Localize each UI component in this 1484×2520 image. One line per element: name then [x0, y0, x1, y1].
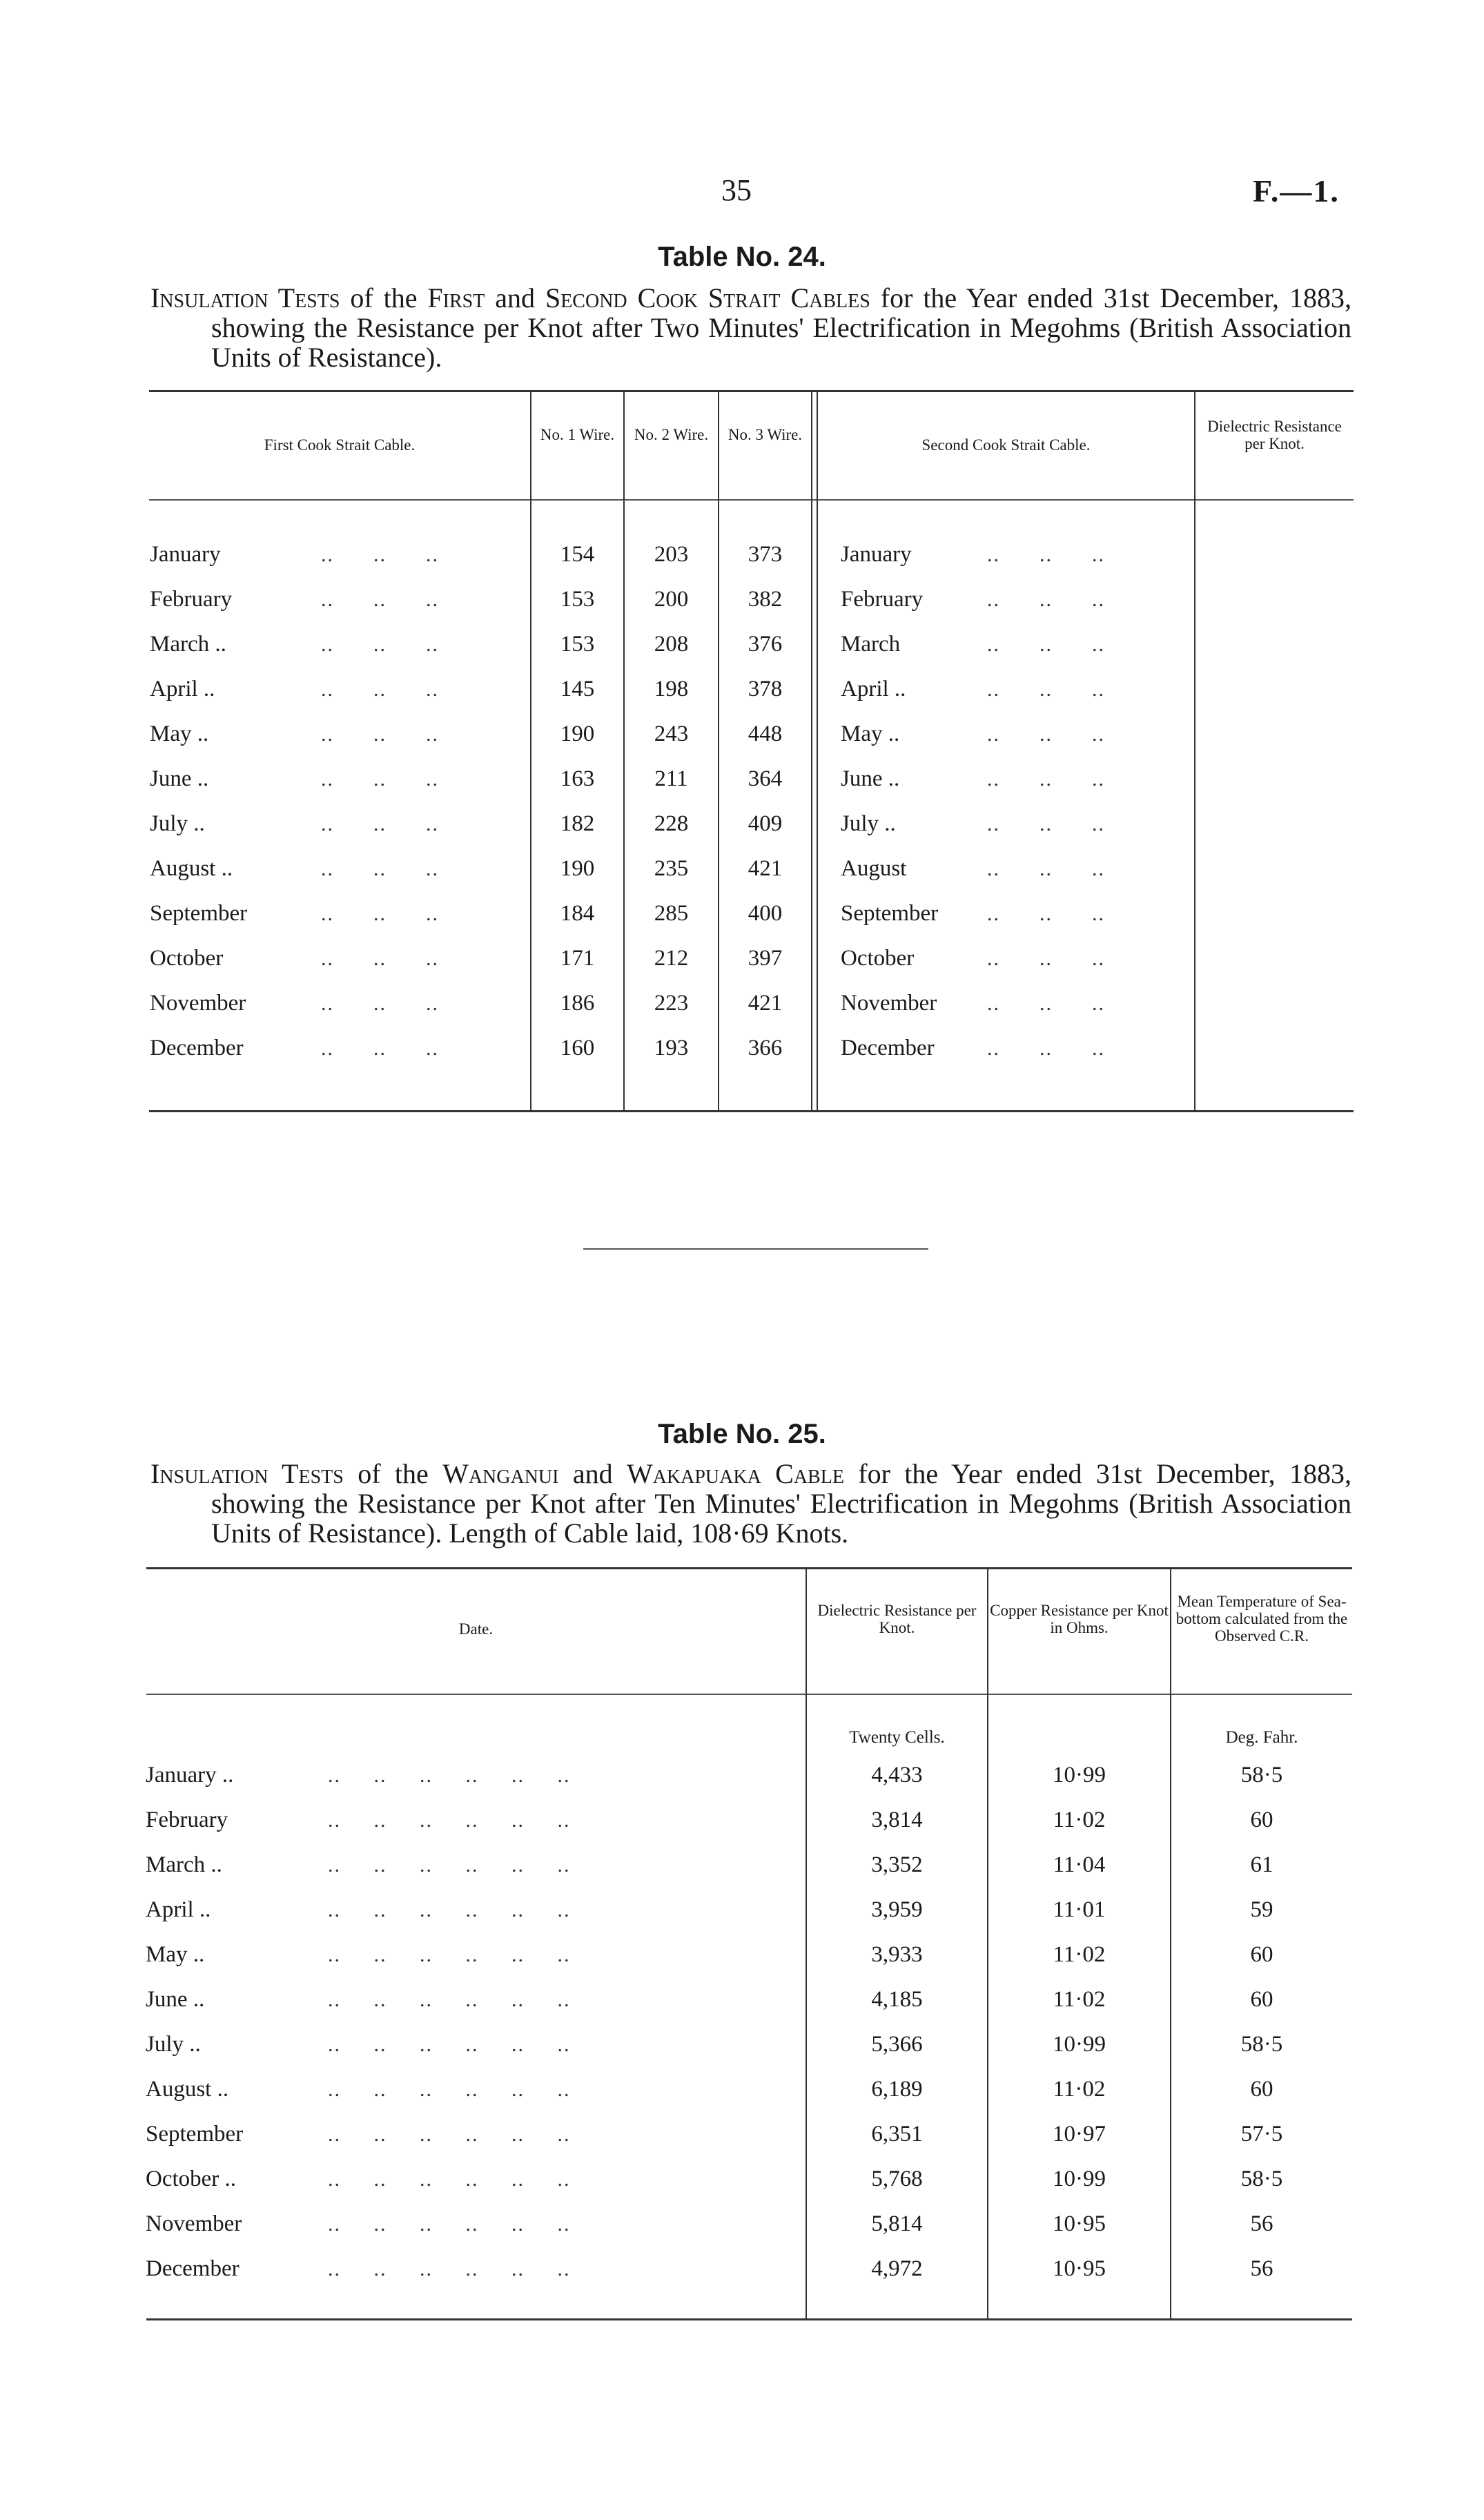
- table-bottom-rule: [146, 2318, 1352, 2320]
- leader-dots: .. .. .. .. .. ..: [328, 1899, 571, 1921]
- caption-smallcaps: Wanganui: [442, 1458, 559, 1489]
- wire-2-value: 243: [654, 721, 689, 746]
- wire-3-value: 373: [748, 542, 783, 567]
- wire-2-value: 198: [654, 677, 689, 701]
- wire-1-value: 153: [560, 587, 595, 612]
- mean-temperature-value: 60: [1250, 1942, 1273, 1967]
- dielectric-value: 3,352: [871, 1852, 923, 1877]
- header-wire-2: No. 2 Wire.: [634, 426, 709, 443]
- dielectric-value: 4,185: [871, 1987, 923, 2012]
- month-label: October: [150, 946, 224, 971]
- month-label: September: [150, 901, 248, 926]
- document-reference: F.—1.: [1253, 173, 1340, 209]
- column-divider: [817, 391, 818, 1110]
- section-separator: [583, 1248, 928, 1250]
- caption-text: of the: [340, 282, 428, 313]
- header-copper-resistance: Copper Resistance per Knot in Ohms.: [990, 1602, 1169, 1636]
- leader-dots: .. .. ..: [321, 947, 439, 970]
- leader-dots: .. .. ..: [987, 1037, 1105, 1060]
- wire-3-value: 378: [748, 677, 783, 701]
- dielectric-value: 6,189: [871, 2077, 923, 2102]
- header-date: Date.: [458, 1620, 494, 1638]
- leader-dots: .. .. ..: [987, 633, 1105, 656]
- leader-dots: .. .. .. .. .. ..: [328, 2213, 571, 2236]
- leader-dots: .. .. ..: [321, 1037, 439, 1060]
- unit-twenty-cells: Twenty Cells.: [849, 1728, 945, 1747]
- wire-1-value: 184: [560, 901, 595, 926]
- copper-resistance-value: 11·02: [1053, 1987, 1106, 2012]
- wire-2-value: 212: [654, 946, 689, 971]
- leader-dots: .. .. .. .. .. ..: [328, 1944, 571, 1966]
- header-dielectric: Dielectric Resistance per Knot.: [1207, 418, 1342, 452]
- leader-dots: .. .. ..: [321, 902, 439, 925]
- wire-3-value: 364: [748, 766, 783, 791]
- copper-resistance-value: 11·04: [1053, 1852, 1106, 1877]
- month-label: November: [150, 991, 246, 1016]
- copper-resistance-value: 11·02: [1053, 2077, 1106, 2102]
- leader-dots: .. .. ..: [321, 992, 439, 1015]
- leader-dots: .. .. ..: [987, 813, 1105, 835]
- leader-dots: .. .. ..: [987, 857, 1105, 880]
- wire-3-value: 421: [748, 856, 783, 881]
- table-top-rule: [149, 390, 1354, 392]
- wire-2-value: 223: [654, 991, 689, 1016]
- mean-temperature-value: 58·5: [1240, 1763, 1283, 1787]
- caption-smallcaps: Wakapuaka Cable: [626, 1458, 844, 1489]
- caption-text: for the Year ended 31st December, 1883, showing the Resistance per Knot after Two Minutes' Electrification in Megohms (British Association Units of Resistance).: [211, 282, 1351, 373]
- wire-3-value: 409: [748, 811, 783, 836]
- leader-dots: .. .. ..: [987, 768, 1105, 791]
- caption-smallcaps: Insulation Tests: [150, 1458, 344, 1489]
- month-label: March ..: [150, 632, 226, 657]
- wire-2-value: 235: [654, 856, 689, 881]
- copper-resistance-value: 11·01: [1053, 1897, 1106, 1922]
- month-label-second: September: [841, 901, 939, 926]
- header-wire-3: No. 3 Wire.: [728, 426, 803, 443]
- leader-dots: .. .. ..: [987, 588, 1105, 611]
- unit-deg-fahr: Deg. Fahr.: [1225, 1728, 1298, 1747]
- month-label-second: August: [841, 856, 907, 881]
- leader-dots: .. .. .. .. .. ..: [328, 1809, 571, 1832]
- month-label: February: [146, 1807, 228, 1832]
- table-25-caption: [150, 1459, 1351, 1548]
- caption-smallcaps: Second Cook Strait Cables: [545, 282, 870, 313]
- wire-1-value: 186: [560, 991, 595, 1016]
- wire-1-value: 190: [560, 721, 595, 746]
- table-top-rule: [146, 1567, 1352, 1569]
- month-label: October ..: [146, 2167, 237, 2191]
- dielectric-value: 4,433: [871, 1763, 923, 1787]
- leader-dots: .. .. ..: [987, 902, 1105, 925]
- leader-dots: .. .. ..: [987, 543, 1105, 566]
- header-dielectric: Dielectric Resistance per Knot.: [817, 1602, 977, 1636]
- leader-dots: .. .. ..: [321, 588, 439, 611]
- month-label-second: October: [841, 946, 915, 971]
- wire-1-value: 163: [560, 766, 595, 791]
- month-label: December: [146, 2256, 240, 2281]
- mean-temperature-value: 60: [1250, 1807, 1273, 1832]
- column-divider: [1194, 391, 1195, 1110]
- leader-dots: .. .. ..: [987, 992, 1105, 1015]
- dielectric-value: 4,972: [871, 2256, 923, 2281]
- leader-dots: .. .. ..: [321, 857, 439, 880]
- copper-resistance-value: 10·95: [1053, 2256, 1106, 2281]
- mean-temperature-value: 61: [1250, 1852, 1273, 1877]
- leader-dots: .. .. .. .. .. ..: [328, 2078, 571, 2101]
- wire-3-value: 448: [748, 721, 783, 746]
- month-label-second: December: [841, 1036, 935, 1060]
- page-number: 35: [721, 173, 752, 207]
- dielectric-value: 3,814: [871, 1807, 923, 1832]
- leader-dots: .. .. ..: [321, 768, 439, 791]
- column-divider: [1170, 1569, 1171, 2318]
- wire-2-value: 200: [654, 587, 689, 612]
- month-label: November: [146, 2211, 242, 2236]
- wire-3-value: 376: [748, 632, 783, 657]
- header-second-cable: Second Cook Strait Cable.: [921, 436, 1091, 454]
- caption-smallcaps: Insulation Tests: [150, 282, 340, 313]
- month-label: January ..: [146, 1763, 234, 1787]
- leader-dots: .. .. ..: [321, 723, 439, 746]
- dielectric-value: 5,366: [871, 2032, 923, 2057]
- month-label: June ..: [150, 766, 209, 791]
- wire-2-value: 228: [654, 811, 689, 836]
- header-wire-1: No. 1 Wire.: [540, 426, 615, 443]
- month-label: March ..: [146, 1852, 222, 1877]
- copper-resistance-value: 10·99: [1053, 2032, 1106, 2057]
- wire-1-value: 182: [560, 811, 595, 836]
- table-24-caption: [150, 283, 1351, 372]
- mean-temperature-value: 57·5: [1240, 2122, 1283, 2146]
- leader-dots: .. .. .. .. .. ..: [328, 1764, 571, 1787]
- mean-temperature-value: 58·5: [1240, 2032, 1283, 2057]
- wire-3-value: 366: [748, 1036, 783, 1060]
- month-label: May ..: [150, 721, 209, 746]
- leader-dots: .. .. ..: [321, 678, 439, 701]
- month-label-second: March: [841, 632, 901, 657]
- copper-resistance-value: 10·97: [1053, 2122, 1106, 2146]
- month-label: September: [146, 2122, 244, 2146]
- month-label: April ..: [146, 1897, 211, 1922]
- mean-temperature-value: 59: [1250, 1897, 1273, 1922]
- copper-resistance-value: 11·02: [1053, 1807, 1106, 1832]
- leader-dots: .. .. ..: [987, 947, 1105, 970]
- leader-dots: .. .. ..: [321, 543, 439, 566]
- dielectric-value: 3,959: [871, 1897, 923, 1922]
- caption-text: of the: [343, 1458, 443, 1489]
- wire-2-value: 285: [654, 901, 689, 926]
- wire-2-value: 193: [654, 1036, 689, 1060]
- month-label-second: November: [841, 991, 937, 1016]
- table-24-title: Table No. 24.: [658, 242, 826, 272]
- leader-dots: .. .. ..: [987, 678, 1105, 701]
- leader-dots: .. .. .. .. .. ..: [328, 1854, 571, 1877]
- month-label-second: January: [841, 542, 912, 567]
- dielectric-value: 3,933: [871, 1942, 923, 1967]
- wire-1-value: 153: [560, 632, 595, 657]
- leader-dots: .. .. .. .. .. ..: [328, 2258, 571, 2280]
- month-label: August ..: [150, 856, 233, 881]
- caption-text: and: [485, 282, 545, 313]
- wire-2-value: 208: [654, 632, 689, 657]
- dielectric-value: 5,768: [871, 2167, 923, 2191]
- month-label: August ..: [146, 2077, 229, 2102]
- month-label: February: [150, 587, 233, 612]
- month-label-second: July ..: [841, 811, 896, 836]
- leader-dots: .. .. .. .. .. ..: [328, 2168, 571, 2191]
- month-label-second: February: [841, 587, 924, 612]
- month-label-second: April ..: [841, 677, 906, 701]
- copper-resistance-value: 10·99: [1053, 2167, 1106, 2191]
- header-rule: [146, 1694, 1352, 1695]
- column-divider: [811, 391, 812, 1110]
- leader-dots: .. .. .. .. .. ..: [328, 2123, 571, 2146]
- caption-text: for the Year ended 31st December, 1883, showing the Resistance per Knot after Ten Minutes' Electrification in Megohms (British Association Units of Resistance). Length of Cable laid, 108·69 Knots.: [211, 1458, 1352, 1549]
- month-label: July ..: [146, 2032, 201, 2057]
- month-label: January: [150, 542, 221, 567]
- wire-1-value: 160: [560, 1036, 595, 1060]
- copper-resistance-value: 10·99: [1053, 1763, 1106, 1787]
- month-label: July ..: [150, 811, 205, 836]
- leader-dots: .. .. ..: [321, 633, 439, 656]
- caption-text: and: [558, 1458, 627, 1489]
- dielectric-value: 6,351: [871, 2122, 923, 2146]
- wire-1-value: 190: [560, 856, 595, 881]
- column-divider: [987, 1569, 988, 2318]
- wire-3-value: 421: [748, 991, 783, 1016]
- month-label-second: May ..: [841, 721, 900, 746]
- table-25-title: Table No. 25.: [658, 1419, 826, 1449]
- mean-temperature-value: 58·5: [1240, 2167, 1283, 2191]
- copper-resistance-value: 11·02: [1053, 1942, 1106, 1967]
- wire-3-value: 382: [748, 587, 783, 612]
- leader-dots: .. .. .. .. .. ..: [328, 1988, 571, 2011]
- column-divider: [806, 1569, 807, 2318]
- header-first-cable: First Cook Strait Cable.: [264, 436, 416, 454]
- month-label: May ..: [146, 1942, 205, 1967]
- caption-smallcaps: First: [427, 282, 485, 313]
- mean-temperature-value: 60: [1250, 1987, 1273, 2012]
- leader-dots: .. .. ..: [987, 723, 1105, 746]
- header-rule: [149, 499, 1354, 501]
- mean-temperature-value: 56: [1250, 2256, 1273, 2281]
- mean-temperature-value: 56: [1250, 2211, 1273, 2236]
- leader-dots: .. .. .. .. .. ..: [328, 2033, 571, 2056]
- month-label: December: [150, 1036, 244, 1060]
- mean-temperature-value: 60: [1250, 2077, 1273, 2102]
- month-label: April ..: [150, 677, 215, 701]
- wire-1-value: 154: [560, 542, 595, 567]
- leader-dots: .. .. ..: [321, 813, 439, 835]
- copper-resistance-value: 10·95: [1053, 2211, 1106, 2236]
- header-mean-temperature: Mean Temperature of Sea-bottom calculated from the Observed C.R.: [1175, 1593, 1348, 1645]
- wire-1-value: 145: [560, 677, 595, 701]
- wire-2-value: 203: [654, 542, 689, 567]
- table-bottom-rule: [149, 1110, 1354, 1112]
- column-divider: [718, 391, 719, 1110]
- column-divider: [623, 391, 625, 1110]
- month-label-second: June ..: [841, 766, 900, 791]
- wire-2-value: 211: [654, 766, 688, 791]
- column-divider: [530, 391, 531, 1110]
- month-label: June ..: [146, 1987, 205, 2012]
- wire-3-value: 400: [748, 901, 783, 926]
- wire-3-value: 397: [748, 946, 783, 971]
- dielectric-value: 5,814: [871, 2211, 923, 2236]
- wire-1-value: 171: [560, 946, 595, 971]
